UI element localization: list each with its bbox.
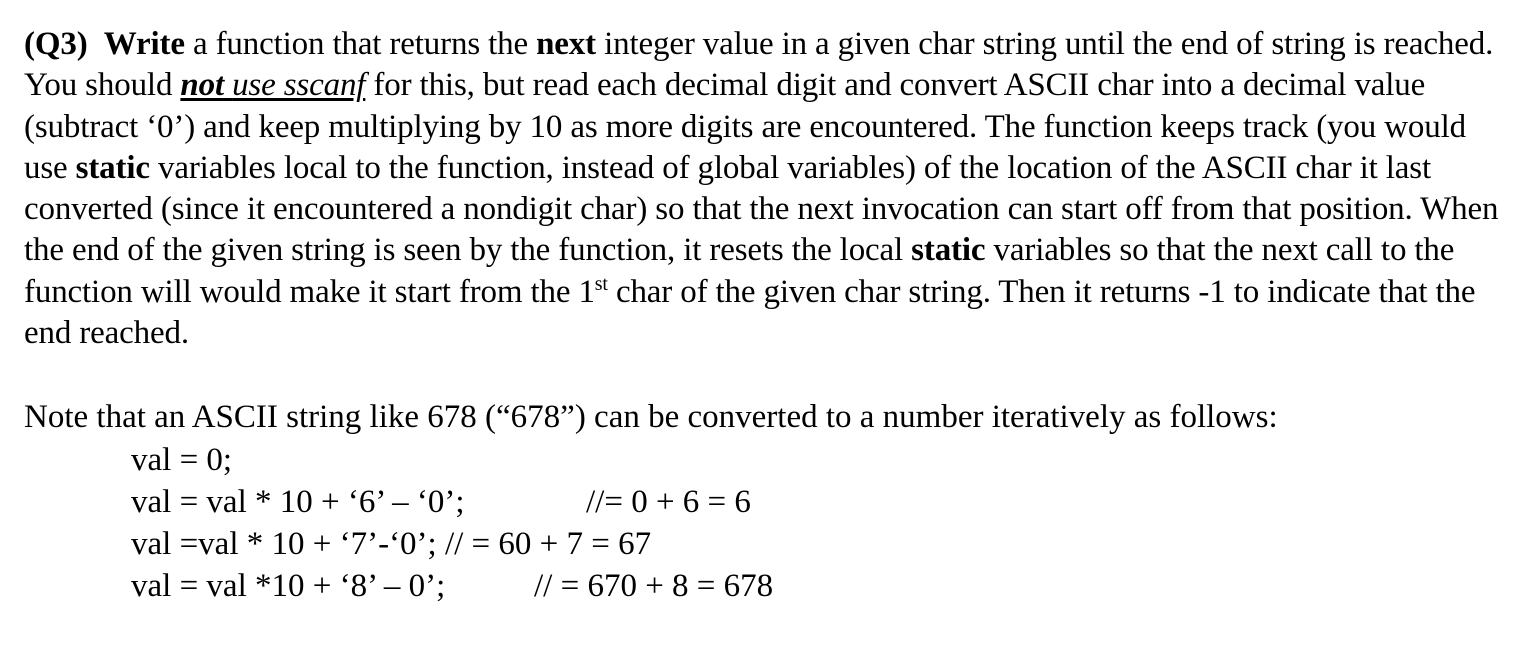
document-page <box>24 24 1514 604</box>
static-keyword: static <box>75 149 150 186</box>
next-keyword: next <box>536 26 596 62</box>
code-statement: val = 0; <box>131 442 233 478</box>
not-use-sscanf-emphasis <box>180 67 365 103</box>
code-line <box>131 523 651 565</box>
note-paragraph: Note that an ASCII string like 678 (“678”) can be converted to a number iteratively as follows: <box>24 399 1278 435</box>
question-text: variables local to the function, instead of global variables) of the location of the ASCII char it last converted (since it encountered a nondigit char) so that the next invocation can start off from that position. When the end of the given string is seen by the function, it resets the local <box>24 149 1499 269</box>
code-line <box>131 481 751 523</box>
question-text: variables so that the next call to the function will would make it start from the 1 <box>24 232 1455 310</box>
write-keyword: Write <box>103 26 185 62</box>
space <box>224 67 232 103</box>
question-label: (Q3) <box>24 26 88 62</box>
code-comment: // = 60 + 7 = 67 <box>444 526 652 562</box>
not-keyword: not <box>180 67 224 104</box>
code-statement: val = val * 10 + ‘6’ – ‘0’; <box>131 484 465 520</box>
code-statement: val =val * 10 + ‘7’-‘0’; <box>131 526 437 562</box>
code-example <box>131 439 774 607</box>
ordinal-superscript: st <box>594 272 608 295</box>
question-paragraph <box>24 24 1514 354</box>
code-line <box>131 439 651 481</box>
question-text: a function that returns the <box>184 26 537 62</box>
code-comment: // = 670 + 8 = 678 <box>534 568 774 604</box>
code-comment: //= 0 + 6 = 6 <box>586 484 751 520</box>
question-text: for this, but read each decimal digit and convert ASCII char into a decimal value (subtract ‘0’) and keep multiplying by 10 as more digits are encountered. The function keeps track (you would use <box>24 67 1466 186</box>
question-text: integer value in a given char string until the end of string is reached. You should <box>24 26 1494 104</box>
question-text: char of the given char string. Then it returns -1 to indicate that the end reached. <box>24 273 1476 352</box>
use-sscanf-text: use sscanf <box>232 67 366 104</box>
static-keyword: static <box>911 232 986 269</box>
code-line <box>131 565 774 607</box>
code-statement: val = val *10 + ‘8’ – 0’; <box>131 568 446 604</box>
